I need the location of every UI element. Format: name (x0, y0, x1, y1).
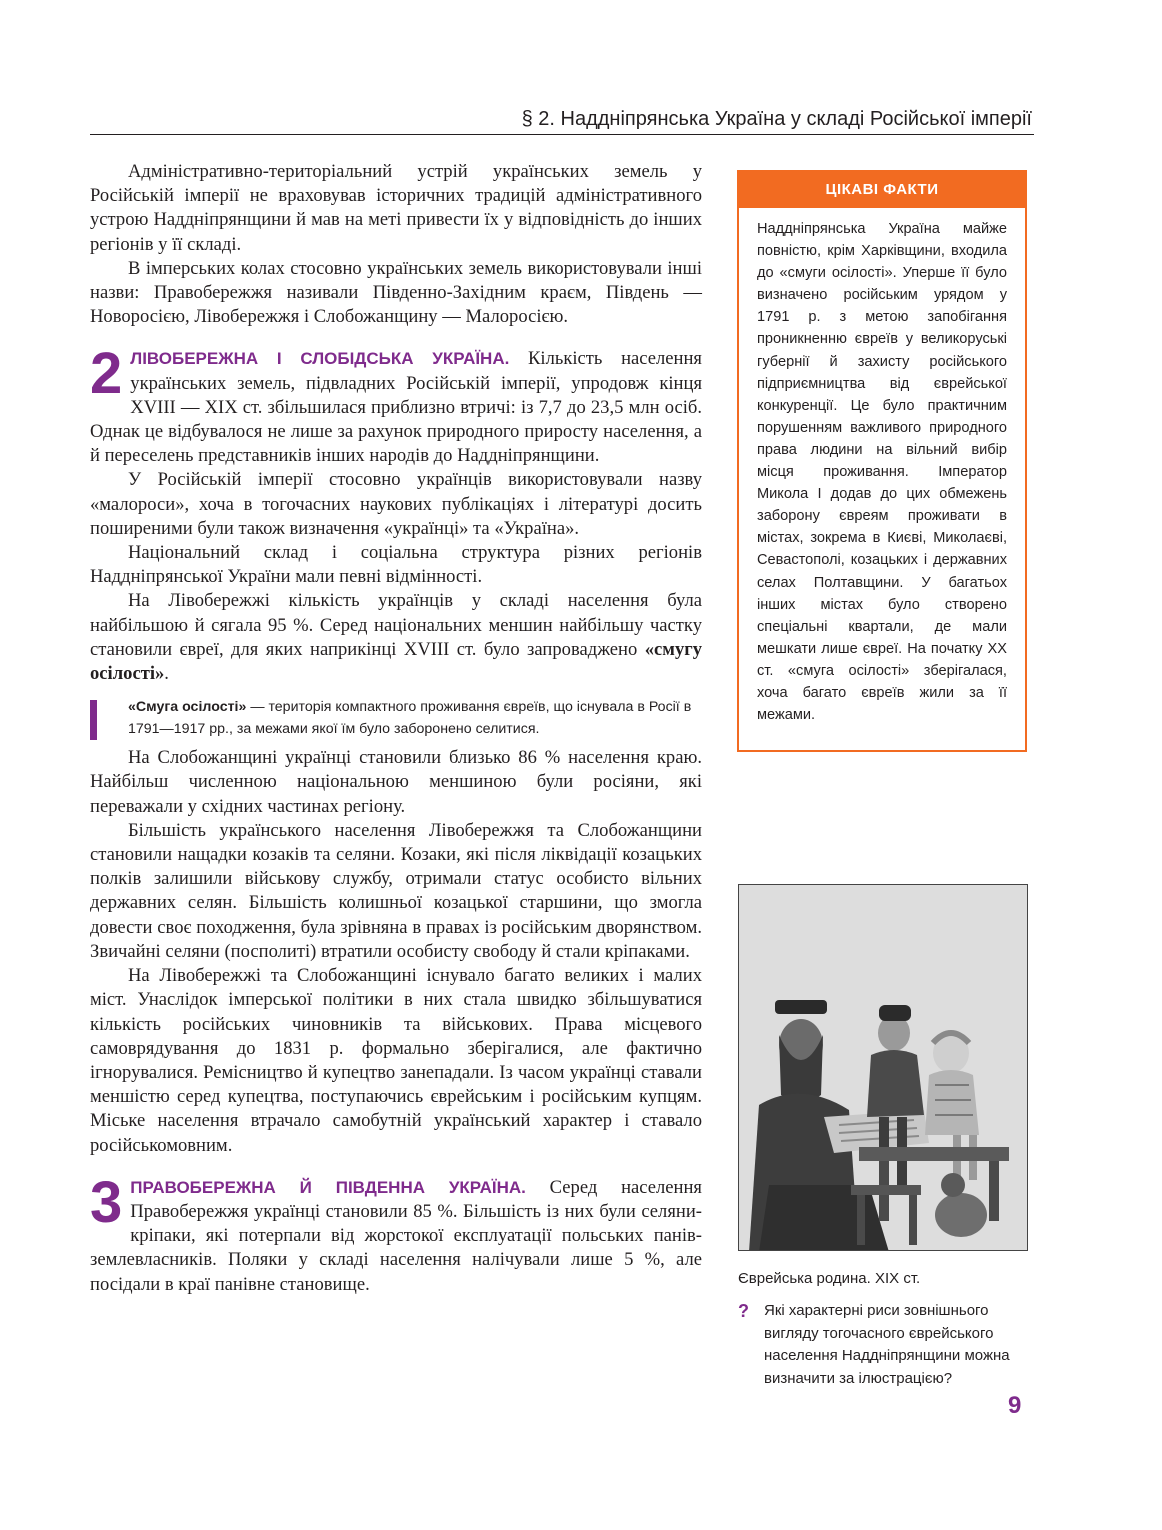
section-2-paragraph-1: У Російській імперії стосовно українців використовували назву «малороси», хоча в тогочасних наукових публікаціях і літературі досить поширеними були також визначення «українці» та «Україна». (90, 469, 702, 539)
intro-paragraph-1: Адміністративно-територіальний устрій українських земель у Російській імперії не враховував історичних традицій адміністративного устрою Наддніпрянщини й мав на меті привести їх у відповідність до інших регіонів у її складі. (90, 161, 702, 255)
section-2-number: 2 (90, 341, 123, 407)
section-2-lead (90, 341, 702, 468)
intro-paragraph-2: В імперських колах стосовно українських земель використовували інші назви: Правобережжя називали Південно-Західним краєм, Південь — Новоросією, Лівобережжя і Слобожанщину — Малоросією. (90, 257, 702, 328)
main-column (90, 160, 702, 1297)
section-2-paragraph-2: Національний склад і соціальна структура різних регіонів Наддніпрянської України мали певні відмінності. (90, 542, 702, 588)
section-2-title: ЛІВОБЕРЕЖНА І СЛОБІДСЬКА УКРАЇНА. (130, 349, 510, 369)
definition-box (90, 696, 702, 740)
definition-bar (90, 700, 97, 740)
photo-caption: Єврейська родина. XIX ст. (738, 1270, 921, 1287)
section-2-paragraph-3-end: . (164, 663, 169, 685)
section-2 (90, 341, 702, 1157)
page-number: 9 (1008, 1392, 1022, 1419)
facts-title: ЦІКАВІ ФАКТИ (739, 172, 1025, 208)
question-icon: ? (738, 1301, 749, 1321)
section-3-lead (90, 1169, 702, 1297)
section-2-paragraph-3-text: На Лівобережжі кількість українців у складі населення була найбільшою й сягала 95 %. Серед національних меншин найбільшу частку становили євреї, для яких наприкінці XVIII ст. було запроваджено (90, 590, 702, 660)
term-smuga-osilosti: «смугу осілості» (90, 638, 702, 685)
family-photo-illustration (739, 885, 1028, 1251)
section-3-title: ПРАВОБЕРЕЖНА Й ПІВДЕННА УКРАЇНА. (130, 1177, 526, 1197)
section-2-paragraph-6: На Лівобережжі та Слобожанщині існувало багато великих і малих міст. Унаслідок імперської політики в них стала швидко збільшуватися кількість російських чиновників та військових. Права місцевого самоврядування до 1831 р. формально зберігалися, але фактично ігнорувалися. Ремісництво й купецтво занепадали. Із часом українці ставали меншістю серед купецтва, поступаючись єврейським і російським купцям. Міське населення втрачало самобутній український характер і ставало російськомовним. (90, 965, 702, 1156)
section-3 (90, 1169, 702, 1297)
section-3-lead-text: Серед населення Правобережжя українці становили 85 %. Більшість із них були селяни-кріпаки, які потерпали від жорстокої експлуатації польських панів-землевласників. Поляки у складі населення налічували лише 5 %, але посідали в краї панівне становище. (90, 1176, 702, 1295)
definition-text: — територія компактного проживання євреїв, що існувала в Росії в 1791—1917 рр., за межами якої їм було заборонено селитися. (128, 699, 692, 738)
facts-text: Наддніпрянська Україна майже повністю, крім Харківщини, входила до «смуги осілості». Уперше її було визначено російським урядом у 1791 р. з метою запобігання проникненню євреїв у великоруські губернії й захисту російського підприємництва від єврейської конкуренції. Це було практичним порушенням важливого природного права людини на вільний вибір місця проживання. Імператор Микола І додав до цих обмежень заборону євреям проживати в містах, зокрема в Києві, Миколаєві, Севастополі, козацьких і державних селах Полтавщини. У багатьох інших містах було створено спеціальні квартали, де мали мешкати лише євреї. На початку ХХ ст. «смуга осілості» зберігалася, хоча багато євреїв жили за її межами. (757, 221, 1007, 724)
running-header: § 2. Наддніпрянська Україна у складі Російської імперії (521, 108, 1032, 130)
header-divider (90, 134, 1034, 135)
interesting-facts-box (737, 170, 1027, 752)
section-2-lead-text: Кількість населення українських земель, підвладних Російській імперії, упродовж кінця XVIII — XIX ст. збільшилася приблизно втричі: із 7,7 до 23,5 млн осіб. Однак це відбувалося не лише за рахунок природного приросту населення, а й переселень представників інших народів до Наддніпрянщини. (90, 348, 702, 467)
section-3-number: 3 (90, 1169, 123, 1235)
section-2-paragraph-5: Більшість українського населення Лівобережжя та Слобожанщини становили нащадки козаків та селяни. Козаки, які після ліквідації козацьких полків залишили військову службу, отримали статус особисто вільних державних селян. Більшість колишньої козацької старшини, що змогла довести своє походження, була зрівняна в правах із російським дворянством. Звичайні селяни (посполиті) втратили особисту свободу й стали кріпаками. (90, 819, 702, 962)
definition-term: «Смуга осілості» (128, 699, 247, 716)
question-text: Які характерні риси зовнішнього вигляду тогочасного єврейського населення Наддніпрянщини можна визначити за ілюстрацією? (764, 1302, 1010, 1387)
section-2-paragraph-4: На Слобожанщині українці становили близько 86 % населення краю. Найбільш численною національною меншиною були росіяни, які переважали у східних частинах регіону. (90, 747, 702, 817)
section-2-paragraph-3 (90, 589, 702, 686)
question-block (738, 1300, 1033, 1390)
family-photo (738, 884, 1028, 1251)
